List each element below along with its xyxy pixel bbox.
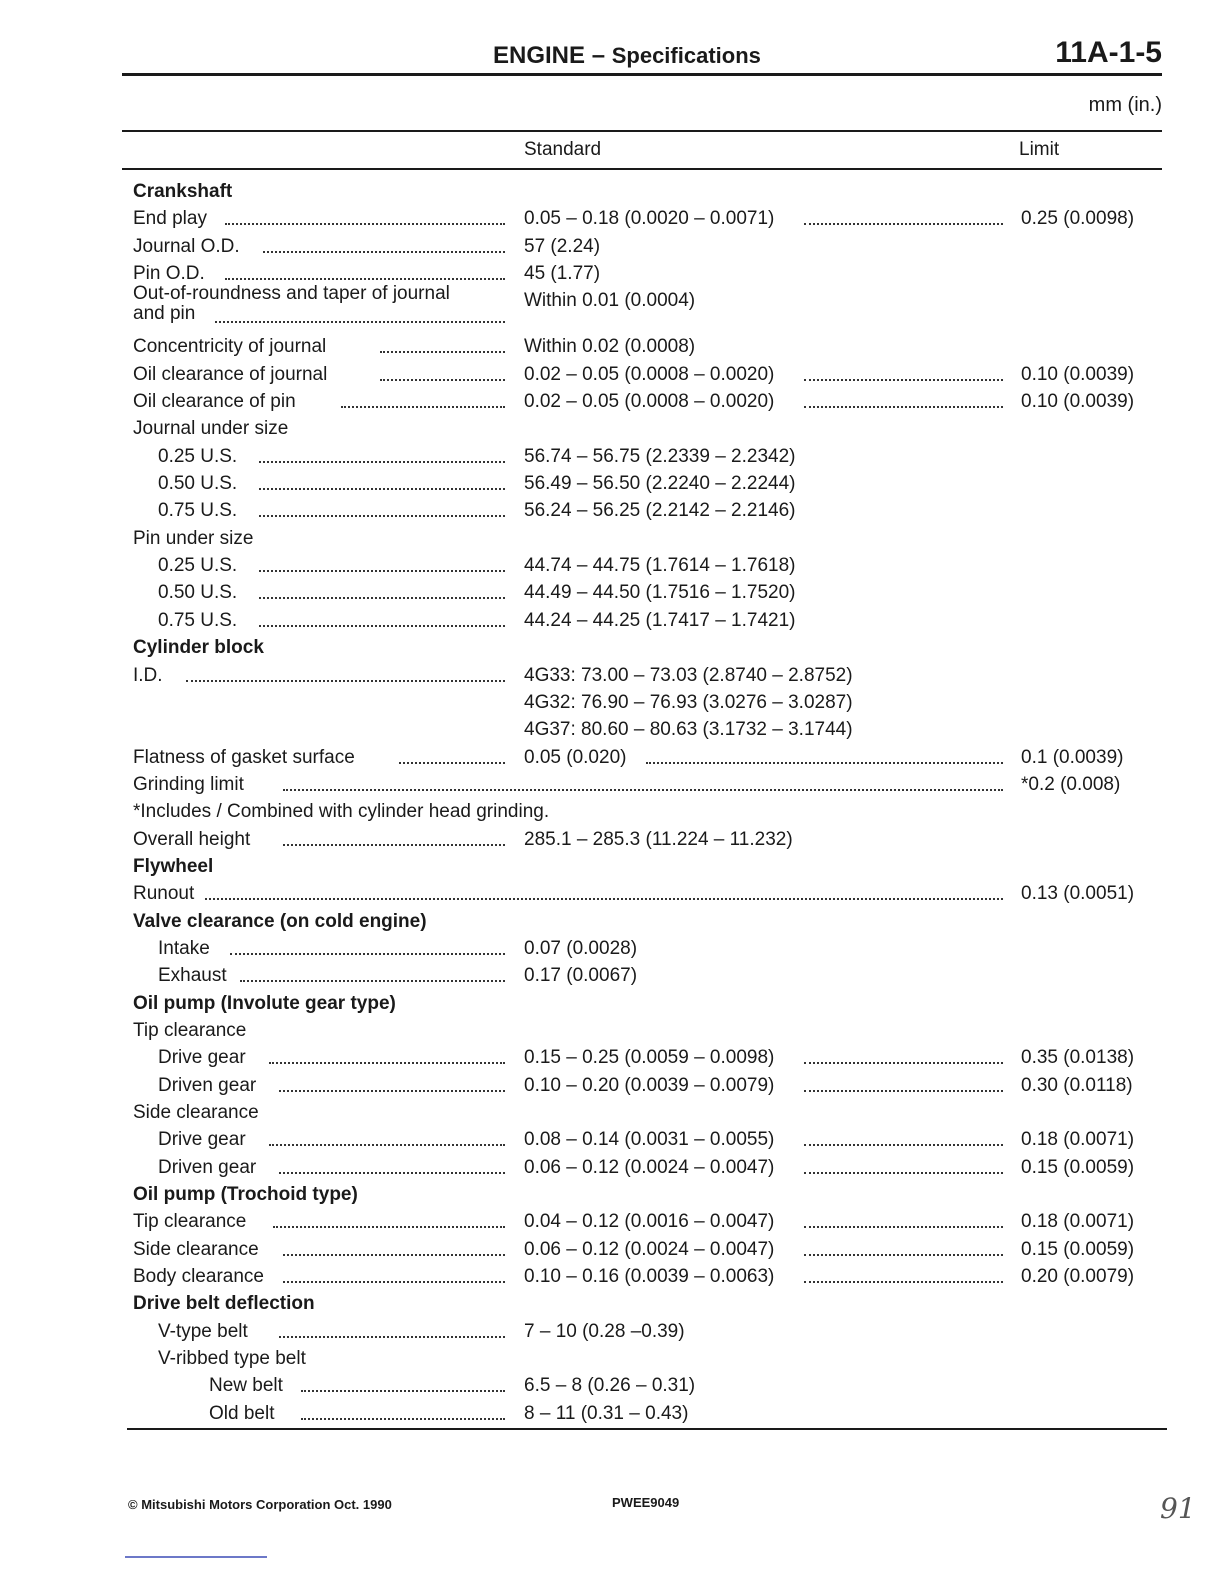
dot-leader [283, 771, 1003, 791]
spec-row [133, 283, 1143, 333]
standard-value: 0.02 – 0.05 (0.0008 – 0.0020) [524, 391, 775, 413]
standard-value: 57 (2.24) [524, 235, 601, 257]
page-number: 11A-1-5 [1055, 36, 1162, 69]
dot-leader [215, 303, 505, 323]
spec-row [133, 1208, 1143, 1235]
footnote: *Includes / Combined with cylinder head grinding. [133, 801, 550, 823]
dot-leader [283, 1236, 505, 1256]
limit-value: 0.13 (0.0051) [1021, 883, 1135, 905]
subsection-label: Pin under size [133, 527, 254, 549]
spec-row [133, 470, 1143, 497]
subsection-label: V-ribbed type belt [158, 1348, 306, 1370]
table-bottom-rule [127, 1428, 1167, 1430]
section-heading: Cylinder block [133, 637, 264, 659]
standard-value: 0.17 (0.0067) [524, 965, 638, 987]
spec-table [133, 178, 1143, 1427]
spec-row [133, 443, 1143, 470]
spec-row [133, 361, 1143, 388]
spec-row [133, 798, 1143, 825]
spec-row [133, 1290, 1143, 1317]
dot-leader [646, 744, 1003, 764]
dot-leader [259, 497, 505, 517]
spec-label: Oil clearance of journal [133, 363, 328, 385]
standard-value: 44.74 – 44.75 (1.7614 – 1.7618) [524, 555, 796, 577]
spec-row [133, 771, 1143, 798]
standard-value: 0.08 – 0.14 (0.0031 – 0.0055) [524, 1129, 775, 1151]
spec-label: End play [133, 208, 207, 230]
spec-row [133, 552, 1143, 579]
standard-value: 0.07 (0.0028) [524, 937, 638, 959]
spec-row [133, 1372, 1143, 1399]
dot-leader [399, 744, 505, 764]
spec-label: 0.75 U.S. [158, 609, 238, 631]
standard-value: 285.1 – 285.3 (11.224 – 11.232) [524, 828, 793, 850]
section-heading: Flywheel [133, 855, 214, 877]
limit-value: 0.18 (0.0071) [1021, 1129, 1135, 1151]
dot-leader [259, 579, 505, 599]
standard-value: 44.24 – 44.25 (1.7417 – 1.7421) [524, 609, 796, 631]
spec-row [133, 1099, 1143, 1126]
spec-label: Side clearance [133, 1238, 259, 1260]
limit-value: 0.25 (0.0098) [1021, 208, 1135, 230]
standard-value: 0.06 – 0.12 (0.0024 – 0.0047) [524, 1238, 775, 1260]
dot-leader [205, 880, 1003, 900]
subsection-label: Tip clearance [133, 1019, 247, 1041]
dot-leader [269, 1126, 505, 1146]
section-heading: Oil pump (Trochoid type) [133, 1184, 358, 1206]
table-top-rule [122, 130, 1162, 132]
dot-leader [380, 361, 505, 381]
subsection-label: Side clearance [133, 1102, 259, 1123]
spec-label: Drive gear [158, 1129, 246, 1151]
spec-row [133, 662, 1143, 689]
spec-row [133, 716, 1143, 743]
subsection-label: Journal under size [133, 418, 289, 440]
spec-row [133, 1017, 1143, 1044]
spec-row [133, 497, 1143, 524]
dot-leader [283, 826, 505, 846]
spec-label: I.D. [133, 664, 163, 686]
dot-leader [259, 552, 505, 572]
spec-row [133, 634, 1143, 661]
spec-row [133, 990, 1143, 1017]
standard-value: 0.02 – 0.05 (0.0008 – 0.0020) [524, 363, 775, 385]
dot-leader [259, 607, 505, 627]
header-rule [122, 73, 1162, 76]
spec-row [133, 1263, 1143, 1290]
standard-value: 56.74 – 56.75 (2.2339 – 2.2342) [524, 445, 796, 467]
spec-row [133, 178, 1143, 205]
dot-leader [269, 1044, 505, 1064]
dot-leader [804, 1126, 1003, 1146]
spec-label-line1: Out-of-roundness and taper of journal [133, 283, 450, 305]
spec-label: Body clearance [133, 1266, 264, 1288]
limit-value: *0.2 (0.008) [1021, 773, 1121, 795]
standard-value: 0.05 (0.020) [524, 746, 627, 768]
spec-label: 0.25 U.S. [158, 555, 238, 577]
spec-row [133, 607, 1143, 634]
spec-label: Tip clearance [133, 1211, 247, 1233]
spec-row [133, 1345, 1143, 1372]
standard-value: 4G32: 76.90 – 76.93 (3.0276 – 3.0287) [524, 691, 853, 713]
dot-leader [804, 1208, 1003, 1228]
standard-value: 0.15 – 0.25 (0.0059 – 0.0098) [524, 1047, 775, 1069]
spec-row [133, 579, 1143, 606]
spec-row [133, 744, 1143, 771]
standard-value: 56.49 – 56.50 (2.2240 – 2.2244) [524, 473, 796, 495]
spec-row [133, 1400, 1143, 1427]
spec-label: and pin [133, 303, 196, 325]
dot-leader [225, 260, 505, 280]
spec-row [133, 853, 1143, 880]
limit-value: 0.35 (0.0138) [1021, 1047, 1135, 1069]
standard-value: 0.10 – 0.16 (0.0039 – 0.0063) [524, 1266, 775, 1288]
limit-value: 0.18 (0.0071) [1021, 1211, 1135, 1233]
limit-value: 0.10 (0.0039) [1021, 363, 1135, 385]
limit-value: 0.15 (0.0059) [1021, 1156, 1135, 1178]
title-main: ENGINE [493, 42, 586, 69]
spec-row [133, 233, 1143, 260]
scan-edge-line [125, 1556, 267, 1558]
spec-label: New belt [209, 1375, 283, 1397]
dot-leader [240, 962, 505, 982]
standard-value: 44.49 – 44.50 (1.7516 – 1.7520) [524, 582, 796, 604]
limit-value: 0.30 (0.0118) [1021, 1074, 1133, 1096]
spec-row [133, 880, 1143, 907]
footer-copyright: © Mitsubishi Motors Corporation Oct. 1990 [128, 1497, 392, 1512]
spec-label: Drive gear [158, 1047, 246, 1069]
dot-leader [259, 443, 505, 463]
spec-label: Runout [133, 883, 195, 905]
limit-value: 0.10 (0.0039) [1021, 391, 1135, 413]
standard-value: 7 – 10 (0.28 –0.39) [524, 1320, 685, 1342]
spec-label: Driven gear [158, 1156, 257, 1178]
spec-row [133, 1126, 1143, 1153]
standard-value: 45 (1.77) [524, 263, 601, 285]
page-title [493, 42, 761, 70]
dot-leader [279, 1072, 505, 1092]
dot-leader [804, 1263, 1003, 1283]
spec-label: Flatness of gasket surface [133, 746, 355, 768]
dot-leader [301, 1372, 505, 1392]
section-heading: Valve clearance (on cold engine) [133, 910, 427, 932]
handwritten-page-note: 91 [1160, 1492, 1196, 1525]
standard-value: 6.5 – 8 (0.26 – 0.31) [524, 1375, 696, 1397]
dot-leader [273, 1208, 505, 1228]
spec-row [133, 1154, 1143, 1181]
dot-leader [230, 935, 505, 955]
dot-leader [301, 1400, 505, 1420]
section-heading: Drive belt deflection [133, 1293, 315, 1315]
spec-label: Exhaust [158, 965, 227, 987]
dot-leader [341, 388, 505, 408]
standard-value: 4G33: 73.00 – 73.03 (2.8740 – 2.8752) [524, 664, 853, 686]
spec-row [133, 1318, 1143, 1345]
dot-leader [804, 1154, 1003, 1174]
standard-value: 0.10 – 0.20 (0.0039 – 0.0079) [524, 1074, 775, 1096]
dot-leader [804, 1044, 1003, 1064]
spec-label: 0.75 U.S. [158, 500, 238, 522]
spec-label: 0.50 U.S. [158, 582, 238, 604]
standard-value: 8 – 11 (0.31 – 0.43) [524, 1402, 689, 1424]
standard-value: 0.06 – 0.12 (0.0024 – 0.0047) [524, 1156, 775, 1178]
standard-value: Within 0.01 (0.0004) [524, 290, 696, 312]
units-label: mm (in.) [1088, 94, 1162, 116]
dot-leader [283, 1263, 505, 1283]
spec-label: V-type belt [158, 1320, 248, 1342]
spec-row [133, 525, 1143, 552]
spec-row [133, 1044, 1143, 1071]
spec-label: Oil clearance of pin [133, 391, 296, 413]
spec-row [133, 415, 1143, 442]
spec-row [133, 205, 1143, 232]
column-header-standard: Standard [524, 139, 602, 160]
column-header-rule [122, 168, 1162, 170]
limit-value: 0.15 (0.0059) [1021, 1238, 1135, 1260]
spec-label: Driven gear [158, 1074, 257, 1096]
spec-row [133, 962, 1143, 989]
dot-leader [186, 662, 505, 682]
spec-row [133, 333, 1143, 360]
dot-leader [279, 1318, 505, 1338]
title-sub: Specifications [611, 43, 761, 68]
spec-label: Journal O.D. [133, 235, 240, 257]
limit-value: 0.20 (0.0079) [1021, 1266, 1135, 1288]
spec-row [133, 826, 1143, 853]
dot-leader [804, 388, 1003, 408]
standard-value: Within 0.02 (0.0008) [524, 336, 696, 358]
dot-leader [804, 1236, 1003, 1256]
dot-leader [804, 1072, 1003, 1092]
spec-label: Concentricity of journal [133, 336, 327, 358]
spec-row [133, 1236, 1143, 1263]
dot-leader [380, 333, 505, 353]
spec-row [133, 689, 1143, 716]
title-separator: – [591, 42, 606, 69]
spec-row [133, 1072, 1143, 1099]
section-heading: Crankshaft [133, 181, 233, 202]
spec-label: Grinding limit [133, 773, 244, 795]
section-heading: Oil pump (Involute gear type) [133, 992, 396, 1014]
spec-label: Intake [158, 937, 210, 959]
standard-value: 0.05 – 0.18 (0.0020 – 0.0071) [524, 208, 775, 230]
footer-document-code: PWEE9049 [612, 1495, 680, 1510]
spec-row [133, 935, 1143, 962]
dot-leader [804, 361, 1003, 381]
dot-leader [225, 205, 505, 225]
spec-label: Pin O.D. [133, 263, 205, 285]
dot-leader [804, 205, 1003, 225]
dot-leader [259, 470, 505, 490]
column-header-limit: Limit [1019, 139, 1060, 160]
dot-leader [279, 1154, 505, 1174]
spec-row [133, 908, 1143, 935]
spec-label: 0.25 U.S. [158, 445, 238, 467]
spec-row [133, 1181, 1143, 1208]
spec-label: Overall height [133, 828, 251, 850]
limit-value: 0.1 (0.0039) [1021, 746, 1124, 768]
standard-value: 56.24 – 56.25 (2.2142 – 2.2146) [524, 500, 796, 522]
spec-row [133, 388, 1143, 415]
standard-value: 0.04 – 0.12 (0.0016 – 0.0047) [524, 1211, 775, 1233]
dot-leader [263, 233, 505, 253]
spec-label: Old belt [209, 1402, 275, 1424]
standard-value: 4G37: 80.60 – 80.63 (3.1732 – 3.1744) [524, 719, 853, 741]
spec-label: 0.50 U.S. [158, 473, 238, 495]
